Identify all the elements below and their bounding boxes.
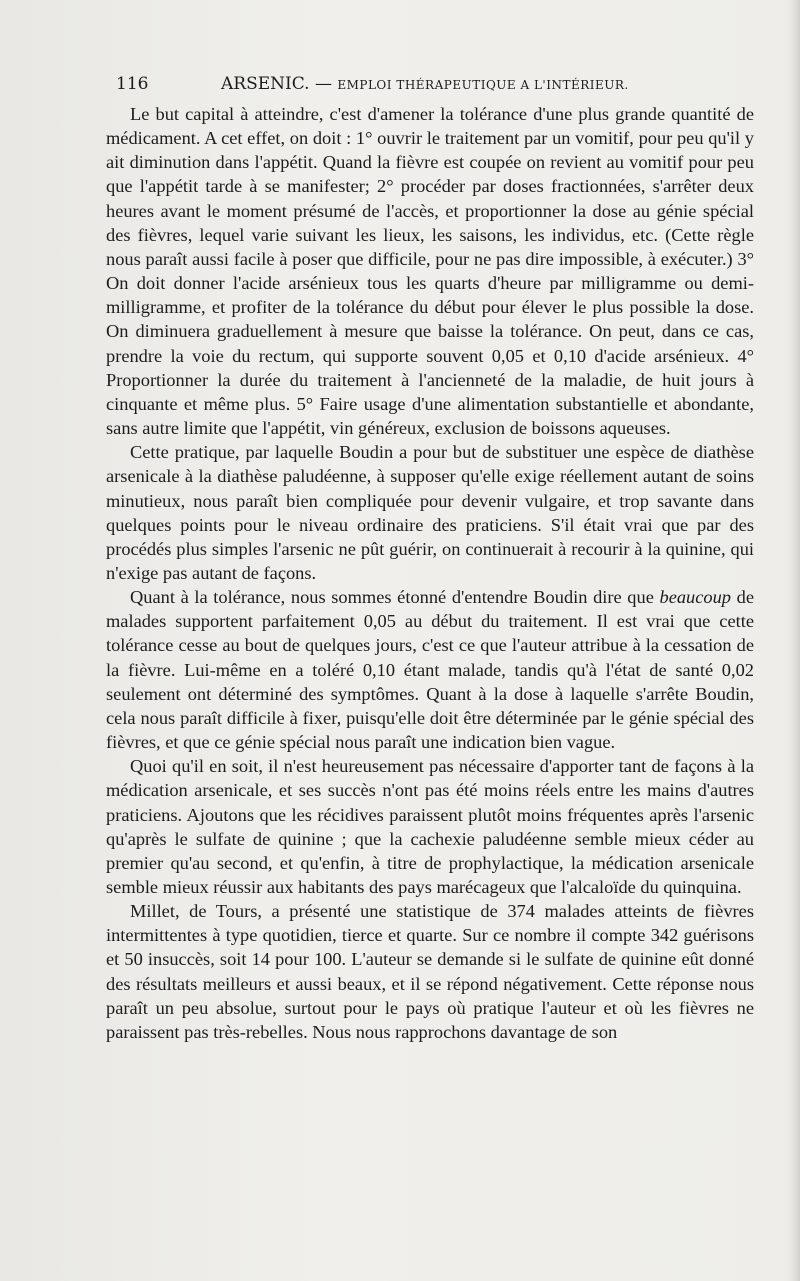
paragraph-4: Quoi qu'il en soit, il n'est heureusement pas nécessaire d'apporter tant de façons à la médication arsenicale, et ses succès n'ont pas été moins réels entre les mains d'autres praticiens. Ajoutons que les récidives paraissent plutôt moins fréquentes après l'arsenic qu'après le sulfate de quinine ; que la cachexie paludéenne semble mieux céder au premier qu'au second, et qu'enfin, à titre de prophylactique, la médication arsenicale semble mieux réussir aux habitants des pays marécageux que l'alcaloïde du quinquina. xyxy=(106,756,754,897)
running-title-dash: — xyxy=(314,74,332,94)
paragraph-3-text: Quant à la tolérance, nous sommes étonné d'entendre Boudin dire que beaucoup de malades supportent parfaitement 0,05 au début du traitement. Il est vrai que cette tolérance cesse au bout de quelques jours, c'est ce que l'auteur attribue à la cessation de la fièvre. Lui-même en a toléré 0,10 étant malade, tandis qu'à l'état de santé 0,02 seulement ont déterminé des symptômes. Quant à la dose à laquelle s'arrête Boudin, cela nous paraît difficile à fixer, puisqu'elle doit être déterminée par le génie spécial des fièvres, et que ce génie spécial nous paraît une indication bien vague. xyxy=(106,587,754,753)
paragraph-3 xyxy=(106,585,754,754)
paragraph-2: Cette pratique, par laquelle Boudin a pour but de substituer une espèce de diathèse arsenicale à la diathèse paludéenne, à supposer qu'elle exige réellement autant de soins minutieux, nous paraît bien compliquée pour devenir vulgaire, et trop savante dans quelques points pour le niveau ordinaire des praticiens. S'il était vrai que par des procédés plus simples l'arsenic ne pût guérir, on continuerait à recourir à la quinine, qui n'exige pas autant de façons. xyxy=(106,442,754,583)
emphasis-beaucoup: beaucoup xyxy=(659,587,731,608)
running-title-main: ARSENIC. xyxy=(221,74,310,94)
paragraph-1: Le but capital à atteindre, c'est d'amener la tolérance d'une plus grande quantité de médicament. A cet effet, on doit : 1° ouvrir le traitement par un vomitif, pour peu qu'il y ait diminution dans l'appétit. Quand la fièvre est coupée on revient au vomitif pour peu que l'appétit tarde à se manifester; 2° procéder par doses fractionnées, s'arrêter deux heures avant le moment présumé de l'accès, et proportionner la dose au génie spécial des fièvres, lequel varie suivant les lieux, les saisons, les individus, etc. (Cette règle nous paraît aussi facile à poser que difficile, pour ne pas dire impossible, à exécuter.) 3° On doit donner l'acide arsénieux tous les quarts d'heure par milligramme ou demi-milligramme, et profiter de la tolérance du début pour élever le plus possible la dose. On diminuera graduellement à mesure que baisse la tolérance. On peut, dans ce cas, prendre la voie du rectum, qui supporte souvent 0,05 et 0,10 d'acide arsénieux. 4° Proportionner la durée du traitement à l'ancienneté de la maladie, de huit jours à cinquante et même plus. 5° Faire usage d'une alimentation substantielle et abondante, sans autre limite que l'appétit, vin généreux, exclusion de boissons aqueuses. xyxy=(106,104,754,439)
running-head xyxy=(116,71,756,97)
paragraph-5: Millet, de Tours, a présenté une statistique de 374 malades atteints de fièvres intermittentes à type quotidien, tierce et quarte. Sur ce nombre il compte 342 guérisons et 50 insuccès, soit 14 pour 100. L'auteur se demande si le sulfate de quinine eût donné des résultats meilleurs et aussi beaux, et il se répond négativement. Cette réponse nous paraît un peu absolue, surtout pour le pays où pratique l'auteur et où les fièvres ne paraissent pas très-rebelles. Nous nous rapprochons davantage de son xyxy=(106,901,754,1042)
running-title xyxy=(221,71,629,98)
page-edge-shadow xyxy=(786,0,800,1281)
body-text xyxy=(106,102,754,1044)
page-number: 116 xyxy=(116,74,149,94)
running-title-subtitle: EMPLOI THÉRAPEUTIQUE A L'INTÉRIEUR. xyxy=(337,78,629,92)
